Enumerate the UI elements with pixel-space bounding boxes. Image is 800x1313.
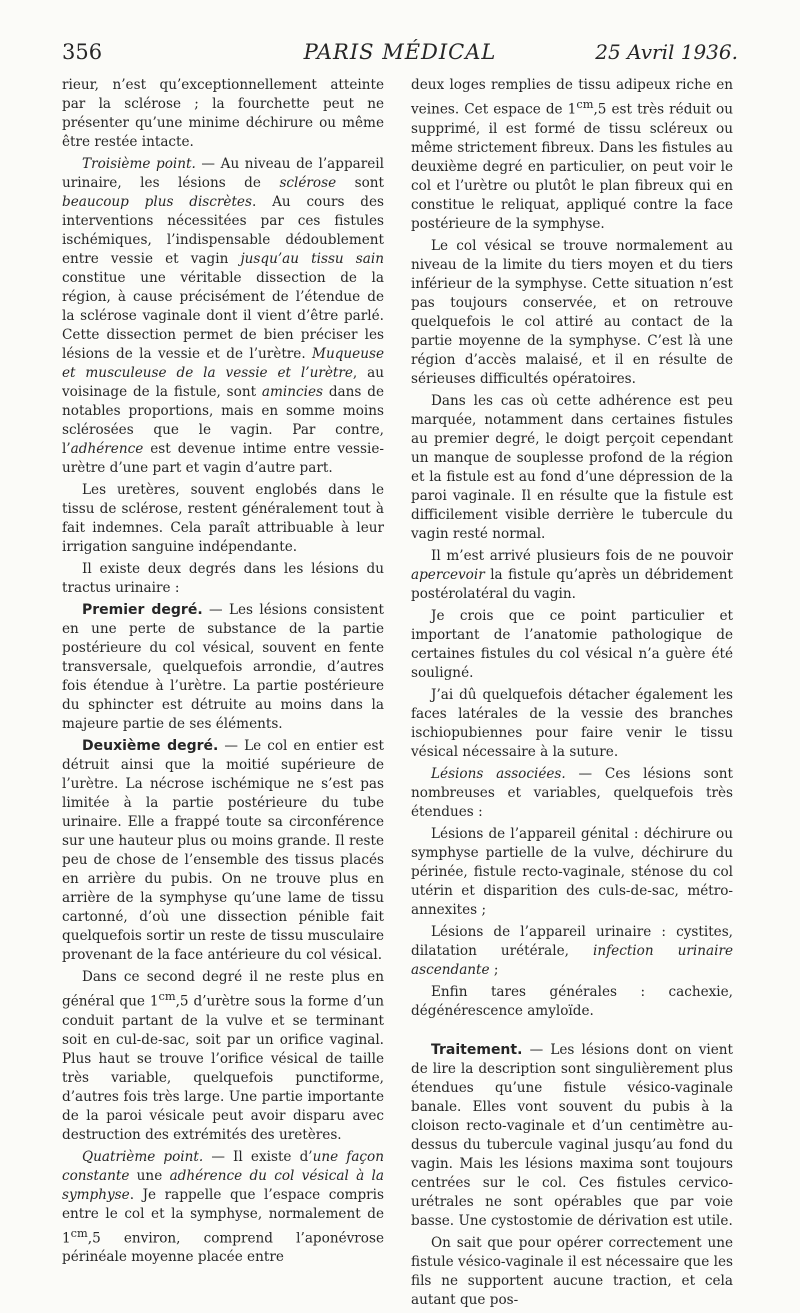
page-header — [62, 40, 738, 70]
paragraph: Lésions de l’appareil génital : déchirure ou symphyse partielle de la vulve, déchirure du périnée, fistule recto-vaginale, sténose du col utérin et disparition des culs-de-sac, métro-annexites ; — [411, 825, 733, 918]
section-label: Troisième point. — [82, 156, 196, 172]
right-column — [411, 76, 733, 1313]
paragraph: Quatrième point. — Il existe d’une façon constante une adhérence du col vésical à la symphyse. Je rappelle que l’espace compris entre le col et la symphyse, normalement de $1^{cm},5$ environ, comprend l’aponévrose périnéale moyenne placée entre — [62, 1148, 384, 1266]
paragraph: Traitement. — Les lésions dont on vient de lire la description sont singulièrement plus étendues qu’une fistule vésico-vaginale banale. Elles vont souvent du pubis à la cloison recto-vaginale et d’un centimètre au-dessus du tubercule vaginal jusqu’au fond du vagin. Mais les lésions maxima sont toujours centrées sur le col. Ces fistules cervico-urétrales ne sont opérables que par voie basse. Une cystostomie de dérivation est utile. — [411, 1041, 733, 1229]
section-label: Traitement. — [431, 1041, 523, 1058]
paragraph: On sait que pour opérer correctement une fistule vésico-vaginale il est nécessaire que les fils ne supportent aucune traction, et cela autant que pos- — [411, 1234, 733, 1308]
journal-title: PARIS MÉDICAL — [303, 40, 497, 64]
paragraph: Il m’est arrivé plusieurs fois de ne pouvoir apercevoir la fistule qu’après un débridement postérolatéral du vagin. — [411, 547, 733, 602]
paragraph: Lésions de l’appareil urinaire : cystites, dilatation urétérale, infection urinaire ascendante ; — [411, 923, 733, 978]
paragraph: deux loges remplies de tissu adipeux riche en veines. Cet espace de $1^{cm},5$ est très réduit ou supprimé, il est formé de tissu scléreux ou même strictement fibreux. Dans les fistules au deuxième degré en particulier, on peut voir le col et l’urètre ou plutôt le plan fibreux qui en constitue le reliquat, appliqué contre la face postérieure de la symphyse. — [411, 77, 733, 232]
paragraph: Enfin tares générales : cachexie, dégénérescence amyloïde. — [411, 983, 733, 1019]
paragraph: Deuxième degré. — Le col en entier est détruit ainsi que la moitié supérieure de l’urètre. La nécrose ischémique ne s’est pas limitée à la partie postérieure du tube urinaire. Elle a frappé toute sa circonférence sur une hauteur plus ou moins grande. Il reste peu de chose de l’ensemble des tissus placés en arrière du pubis. On ne trouve plus en arrière de la symphyse qu’une lame de tissu cartonné, d’où une dissection pénible fait quelquefois sortir un reste de tissu musculaire provenant de la face antérieure du col vésical. — [62, 738, 384, 963]
left-column — [62, 76, 384, 1270]
paragraph: Le col vésical se trouve normalement au niveau de la limite du tiers moyen et du tiers inférieur de la symphyse. Cette situation n’est pas toujours conservée, et on retrouve quelquefois le col attiré au contact de la partie moyenne de la symphyse. C’est là une région d’accès malaisé, et il en résulte de sérieuses difficultés opératoires. — [411, 237, 733, 387]
paragraph: Premier degré. — Les lésions consistent en une perte de substance de la partie postérieure du col vésical, souvent en fente transversale, quelquefois arrondie, d’autres fois étendue à l’urètre. La partie postérieure du sphincter est détruite au moins dans la majeure partie de ses éléments. — [62, 602, 385, 732]
section-label: Lésions associées. — [431, 765, 566, 782]
paragraph: rieur, n’est qu’exceptionnellement atteinte par la sclérose ; la fourchette peut ne présenter qu’une minime déchirure ou même être restée intacte. — [62, 77, 384, 150]
paragraph: Dans ce second degré il ne reste plus en général que $1^{cm},5$ d’urètre sous la forme d’un conduit partant de la vulve et se terminant soit en cul-de-sac, soit par un orifice vaginal. Plus haut se trouve l’orifice vésical de taille très variable, quelquefois punctiforme, d’autres fois très large. Une partie importante de la paroi vésicale peut avoir disparu avec destruction des extrémités des uretères. — [62, 969, 384, 1143]
section-label: Premier degré. — [82, 602, 203, 618]
section-label: Deuxième degré. — [82, 738, 219, 754]
issue-date: 25 Avril 1936. — [595, 40, 738, 64]
paragraph: Troisième point. — Au niveau de l’appareil urinaire, les lésions de sclérose sont beaucoup plus discrètes. Au cours des interventions nécessitées par ces fistules ischémiques, l’indispensable dédoublement entre vessie et vagin jusqu’au tissu sain constitue une véritable dissection de la région, à cause précisément de l’étendue de la sclérose vaginale dont il vient d’être parlé. Cette dissection permet de bien préciser les lésions de la vessie et de l’urètre. Muqueuse et musculeuse de la vessie et l’urètre, au voisinage de la fistule, sont amincies dans de notables proportions, mais en somme moins sclérosées que le vagin. Par contre, l’adhérence est devenue intime entre vessie-urètre d’une part et vagin d’autre part. — [62, 156, 385, 476]
section-label: Quatrième point. — [82, 1148, 204, 1165]
paragraph: Dans les cas où cette adhérence est peu marquée, notamment dans certaines fistules au premier degré, le doigt perçoit cependant un manque de souplesse profond de la région et la fistule est au fond d’une dépression de la paroi vaginale. Il en résulte que la fistule est difficilement visible derrière le tubercule du vagin resté normal. — [411, 392, 733, 542]
paragraph: J’ai dû quelquefois détacher également les faces latérales de la vessie des branches ischiopubiennes pour faire venir le tissu vésical nécessaire à la suture. — [411, 686, 733, 760]
paragraph: Lésions associées. — Ces lésions sont nombreuses et variables, quelquefois très étendues : — [411, 765, 733, 820]
paragraph: Il existe deux degrés dans les lésions du tractus urinaire : — [62, 561, 384, 596]
page-number: 356 — [62, 40, 103, 64]
paragraph: Je crois que ce point particulier et important de l’anatomie pathologique de certaines fistules du col vésical n’a guère été souligné. — [411, 607, 733, 681]
paragraph: Les uretères, souvent englobés dans le tissu de sclérose, restent généralement tout à fait indemnes. Cela paraît attribuable à leur irrigation sanguine indépendante. — [62, 482, 384, 555]
